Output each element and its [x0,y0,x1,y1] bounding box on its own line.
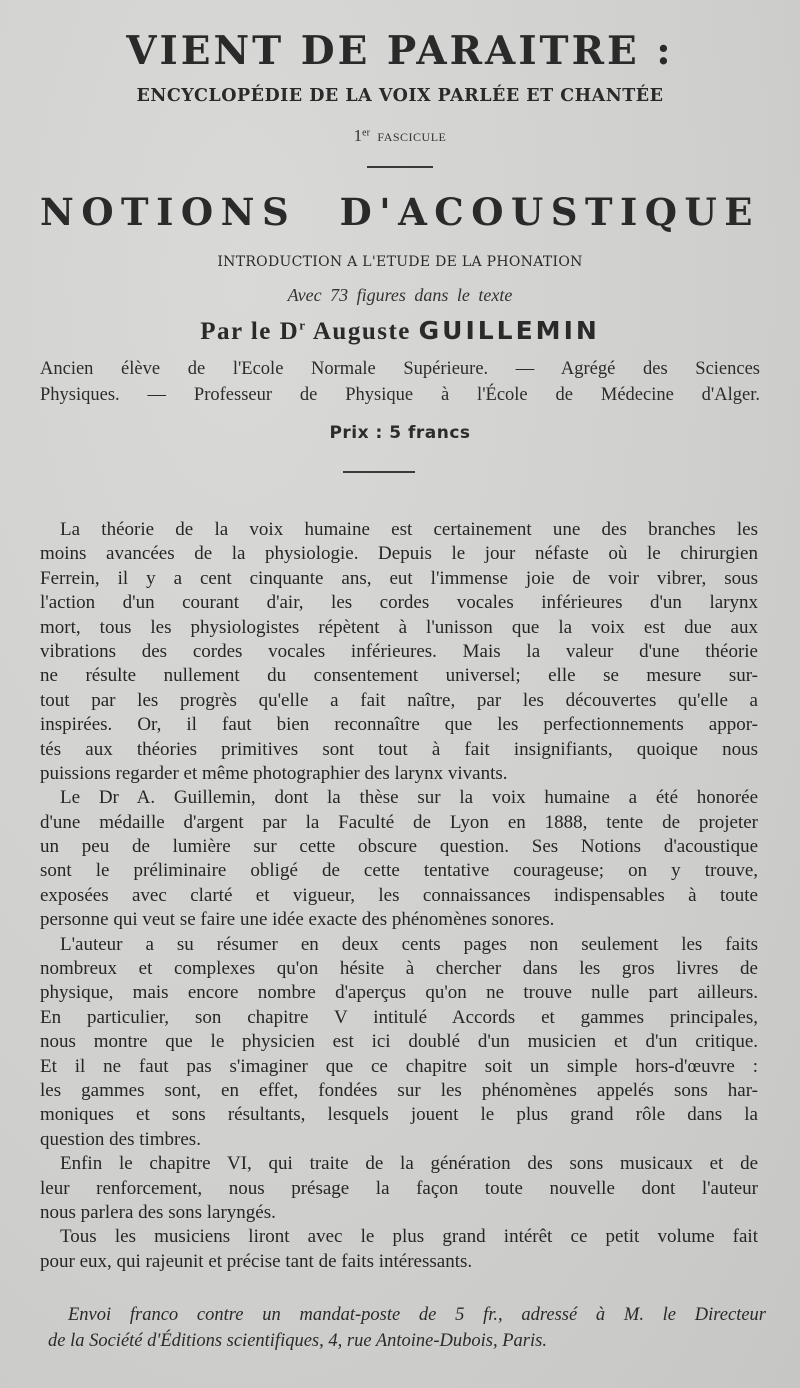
paragraph-1-line: puissions regarder et même photographier des larynx vivants. [40,762,508,784]
author-prefix-sup: r [299,317,307,333]
paragraph-2-line: personne qui veut se faire une idée exacte des phénomènes sonores. [40,909,555,931]
paragraph-3-line: L'auteur a su résumer en deux cents pages non seulement les faits [60,933,758,955]
paragraph-2-line: exposées avec clarté et vigueur, les connaissances indispensables à toute [40,884,758,906]
paragraph-1-line: l'action d'un courant d'air, les cordes vocales inférieures d'un larynx [40,592,758,614]
paragraph-1-line: tout par les progrès qu'elle a fait naître, par les découvertes qu'elle a [40,689,758,711]
paragraph-5-line: pour eux, qui rajeunit et précise tant de faits intéressants. [40,1250,473,1272]
author-first-name: Auguste [312,318,411,345]
price: Prix : 5 francs [329,423,471,443]
paragraph-1-line: La théorie de la voix humaine est certainement une des branches les [60,519,758,540]
divider-top [367,166,433,168]
author-surname: GUILLEMIN [418,316,600,345]
book-subtitle: INTRODUCTION A L'ETUDE DE LA PHONATION [217,254,583,270]
divider-middle [343,471,415,473]
paragraph-1-line: Ferrein, il y a cent cinquante ans, eut l'immense joie de voir vibrer, sous [40,567,758,589]
paragraph-4-line: nous parlera des sons laryngés. [40,1201,276,1223]
paragraph-1-line: vibrations des cordes vocales inférieures. Mais la valeur d'une théorie [40,640,758,662]
fascicule-text: FASCICULE [377,130,447,144]
author-line [0,316,800,346]
subheadline: ENCYCLOPÉDIE DE LA VOIX PARLÉE ET CHANTÉE [136,86,664,106]
paragraph-2-line: un peu de lumière sur cette obscure question. Ses Notions d'acoustique [40,836,758,858]
paragraph-1-line: moins avancées de la physiologie. Depuis le jour néfaste où le chirurgien [40,543,758,565]
ordering-line: Envoi franco contre un mandat-poste de 5 fr., adressé à M. le Directeur [68,1305,766,1325]
paragraph-3-line: physique, mais encore nombre d'aperçus qu'on ne trouve nulle part ailleurs. [40,982,758,1004]
paragraph-2-line: d'une médaille d'argent par la Faculté de Lyon en 1888, tente de projeter [40,811,758,833]
credentials-line: Ancien élève de l'Ecole Normale Supérieure. — Agrégé des Sciences [40,359,760,379]
ordering-note [48,1302,766,1354]
paragraph-3-line: Et il ne faut pas s'imaginer que ce chapitre soit un simple hors-d'œuvre : [40,1055,758,1077]
author-credentials [40,356,760,408]
paragraph-3-line: nous montre que le physicien est ici doublé d'un musicien et d'un critique. [40,1031,758,1053]
paragraph-1-line: ne résulte nullement du consentement universel; elle se mesure sur- [40,665,758,687]
paragraph-5-line: Tous les musiciens liront avec le plus grand intérêt ce petit volume fait [60,1226,758,1248]
ordering-line: de la Société d'Éditions scientifiques, 4, rue Antoine-Dubois, Paris. [48,1331,547,1351]
author-prefix: Par le D [200,318,300,345]
paragraph-1-line: tés aux théories primitives sont tout à fait insignifiants, quoique nous [40,738,758,760]
headline: VIENT DE PARAITRE : [126,28,674,74]
credentials-line: Physiques. — Professeur de Physique à l'École de Médecine d'Alger. [40,385,760,405]
fascicule-suffix: er [362,127,370,139]
paragraph-2-line: Le Dr A. Guillemin, dont la thèse sur la voix humaine a été honorée [60,787,758,809]
review-text [40,518,758,1274]
paragraph-1-line: mort, tous les physiologistes répètent à l'unisson que la voix est due aux [40,616,758,638]
paragraph-1-line: inspirées. Or, il faut bien reconnaître que les perfectionnements appor- [40,714,758,736]
paragraph-3-line: question des timbres. [40,1128,201,1150]
paragraph-2-line: sont le préliminaire obligé de cette tentative courageuse; on y trouve, [40,860,758,882]
paragraph-4-line: Enfin le chapitre VI, qui traite de la génération des sons musicaux et de [60,1153,758,1175]
paragraph-3-line: En particulier, son chapitre V intitulé Accords et gammes principales, [40,1006,758,1028]
paragraph-4-line: leur renforcement, nous présage la façon toute nouvelle dont l'auteur [40,1177,758,1199]
fascicule-number: 1 [353,126,363,145]
paragraph-3-line: les gammes sont, en effet, fondées sur les phénomènes appelés sons har- [40,1079,758,1101]
fascicule-label [0,126,800,146]
figures-note: Avec 73 figures dans le texte [287,285,513,305]
book-title: NOTIONS D'ACOUSTIQUE [40,190,760,234]
paragraph-3-line: moniques et sons résultants, lesquels jouent le plus grand rôle dans la [40,1104,758,1126]
paragraph-3-line: nombreux et complexes qu'on hésite à chercher dans les gros livres de [40,958,758,980]
